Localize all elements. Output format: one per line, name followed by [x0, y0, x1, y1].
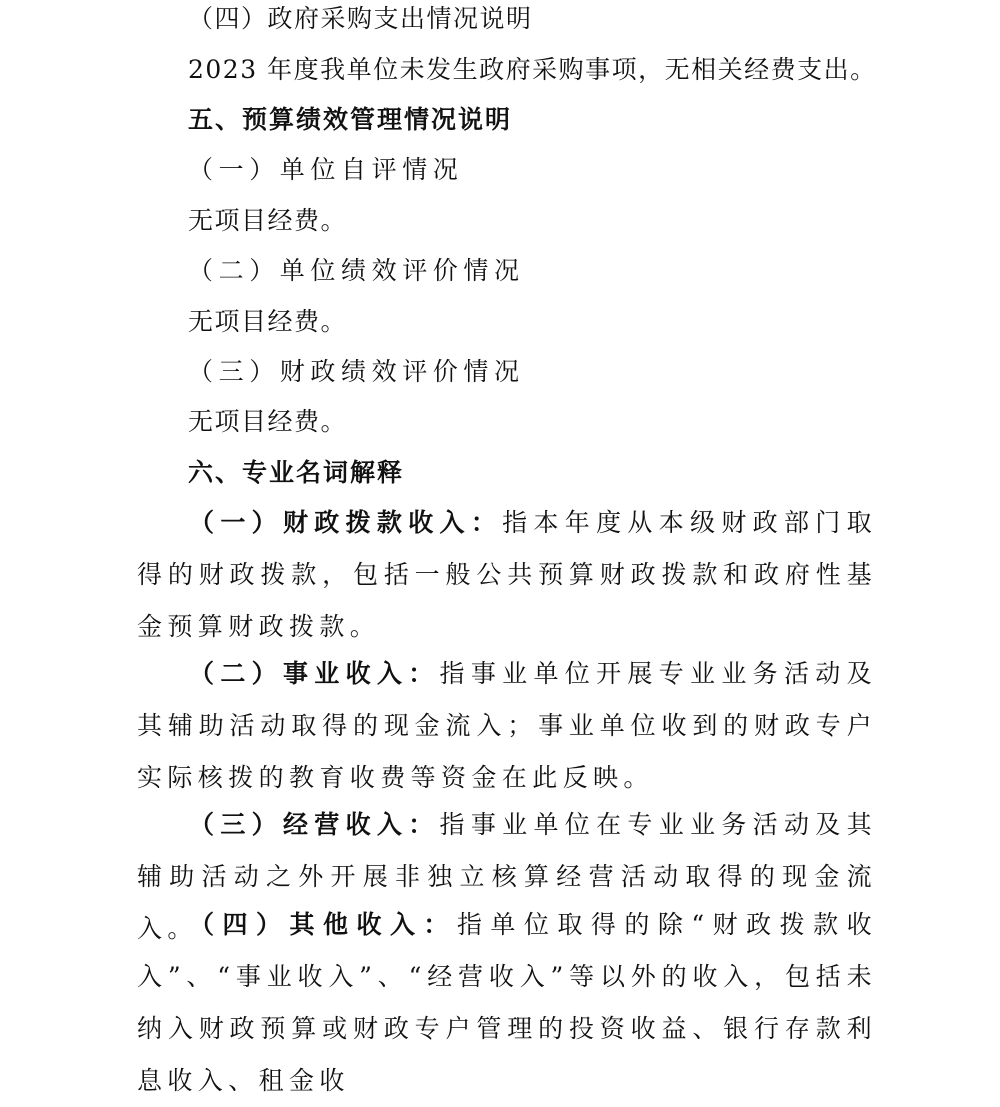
section-heading-glossary: 六、专业名词解释	[188, 458, 405, 487]
paragraph-unit-self-evaluation: 无项目经费。	[188, 206, 348, 235]
glossary-term-definition: 指本年度从本级财政部门取得的财政拨款，包括一般公共预算财政拨款和政府性基金预算财政拨款。	[137, 508, 877, 641]
glossary-term-label: （一）财政拨款收入：	[189, 508, 503, 537]
section-heading-performance-management: 五、预算绩效管理情况说明	[188, 105, 513, 134]
paragraph-fiscal-performance-evaluation: 无项目经费。	[188, 407, 348, 436]
glossary-term-definition: 指单位取得的除“财政拨款收入”、“事业收入”、“经营收入”等以外的收入，包括未纳入财政预算或财政专户管理的投资收益、银行存款利息收入、租金收	[137, 910, 878, 1095]
paragraph-government-procurement: 2023 年度我单位未发生政府采购事项，无相关经费支出。	[188, 55, 877, 84]
subheading-unit-self-evaluation: （一）单位自评情况	[188, 155, 464, 184]
glossary-term-definition: 指事业单位在专业业务活动及其辅助活动之外开展非独立核算经营活动取得的现金流入。	[137, 810, 877, 943]
subheading-unit-performance-evaluation: （二）单位绩效评价情况	[188, 256, 525, 285]
paragraph-unit-performance-evaluation: 无项目经费。	[188, 307, 348, 336]
subheading-fiscal-performance-evaluation: （三）财政绩效评价情况	[188, 357, 525, 386]
glossary-term-label: （二）事业收入：	[189, 659, 440, 688]
glossary-item-other-income	[137, 899, 877, 1107]
glossary-item-fiscal-appropriation-income	[137, 497, 877, 653]
glossary-term-label: （三）经营收入：	[189, 810, 440, 839]
glossary-term-definition: 指事业单位开展专业业务活动及其辅助活动取得的现金流入；事业单位收到的财政专户实际核拨的教育收费等资金在此反映。	[137, 659, 877, 792]
glossary-item-business-income	[137, 648, 877, 804]
section-heading-government-procurement: （四）政府采购支出情况说明	[188, 4, 533, 33]
glossary-term-label: （四）其他收入：	[189, 910, 457, 939]
